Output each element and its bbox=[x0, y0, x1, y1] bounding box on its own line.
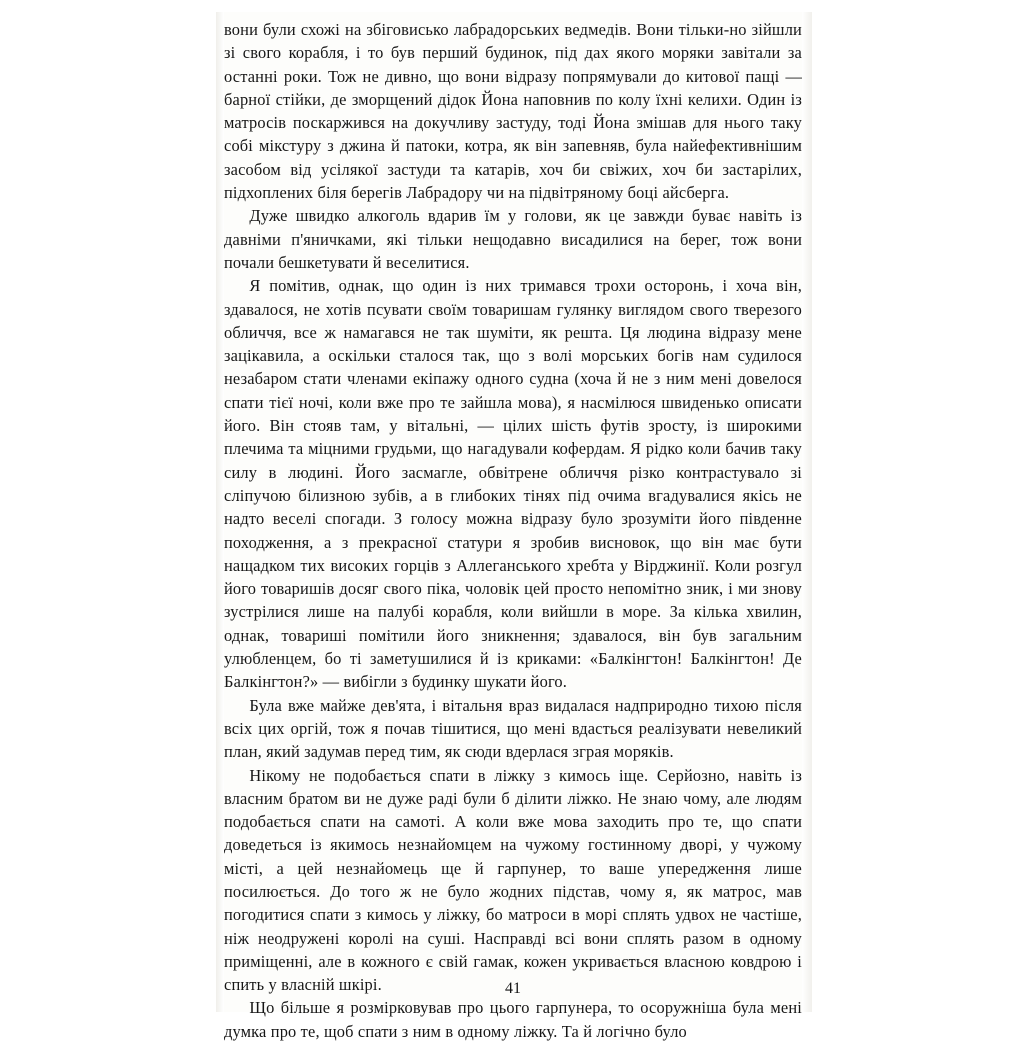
paragraph: Що більше я розмірковував про цього гарпунера, то осоружніша була мені думка про те, щоб спати з ним в одному ліжку. Та й логічно було bbox=[224, 998, 802, 1041]
page-content-area bbox=[224, 12, 802, 1041]
body-text-column bbox=[224, 12, 802, 1043]
paragraph: Я помітив, однак, що один із них тримався трохи осторонь, і хоча він, здавалося, не хотів псувати своїм товаришам гулянку виглядом свого тверезого обличчя, все ж намагався не так шуміти, як решта. Ця людина відразу мене зацікавила, а оскільки сталося так, що з волі морських богів нам судилося незабаром стати членами екіпажу одного судна (хоча й не з ним мені довелося спати тієї ночі, коли вже про те зайшла мова), я насмілюся швиденько описати його. Він стояв там, у вітальні, — цілих шість футів зросту, із широкими плечима та міцними грудьми, що нагадували кофердам. Я рідко коли бачив таку силу в людині. Його засмагле, обвітрене обличчя різко контрастувало зі сліпучою білизною зубів, а в глибоких тінях під очима вгадувалися якісь не надто веселі спогади. З голосу можна відразу було зрозуміти його південне походження, а з прекрасної статури я зробив висновок, що він має бути нащадком тих високих горців з Аллеганського хребта у Вірджинії. Коли розгул його товаришів досяг свого піка, чоловік цей просто непомітно зник, і ми знову зустрілися лише на палубі корабля, коли вийшли в море. За кілька хвилин, однак, товариші помітили його зникнення; здавалося, він був загальним улюбленцем, бо ті заметушилися й із криками: «Балкінгтон! Балкінгтон! Де Балкінгтон?» — вибігли з будинку шукати його. bbox=[224, 276, 802, 692]
paragraph: Дуже швидко алкоголь вдарив їм у голови, як це завжди буває навіть із давніми п'яничками, які тільки нещодавно висадилися на берег, тож вони почали бешкетувати й веселитися. bbox=[224, 206, 802, 272]
page-number: 41 bbox=[505, 980, 521, 997]
page-left-edge-shadow bbox=[216, 12, 224, 1012]
paragraph: вони були схожі на збіговисько лабрадорських ведмедів. Вони тільки-но зійшли зі свого корабля, і то був перший будинок, під дах якого моряки завітали за останні роки. Тож не дивно, що вони відразу попрямували до китової пащі — барної стійки, де зморщений дідок Йона наповнив по колу їхні келихи. Один із матросів поскаржився на докучливу застуду, тоді Йона змішав для нього таку собі мікстуру з джина й патоки, котра, як він запевняв, була найефективнішим засобом від усілякої застуди та катарів, хоч би свіжих, хоч би застарілих, підхоплених біля берегів Лабрадору чи на підвітряному боці айсберга. bbox=[224, 20, 802, 203]
paragraph: Була вже майже дев'ята, і вітальня враз видалася надприродно тихою після всіх цих оргій, тож я почав тішитися, що мені вдасться реалізувати невеликий план, який задумав перед тим, як сюди вдерлася зграя моряків. bbox=[224, 695, 802, 762]
page-right-edge-shadow bbox=[802, 12, 812, 1012]
paragraph: Нікому не подобається спати в ліжку з кимось іще. Серйозно, навіть із власним братом ви не дуже раді були б ділити ліжко. Не знаю чому, але людям подобається спати на самоті. А коли вже мова заходить про те, що спати доведеться із якимось незнайомцем на чужому гостинному дворі, у чужому місті, а цей незнайомець ще й гарпунер, то ваше упередження лише посилюється. До того ж не було жодних підстав, чому я, як матрос, мав погодитися спати з кимось у ліжку, бо матроси в морі сплять удвох не частіше, ніж неодружені королі на суші. Насправді всі вони сплять разом в одному приміщенні, але в кожного є свій гамак, кожен укривається власною ковдрою і спить у власній шкірі. bbox=[224, 765, 802, 995]
